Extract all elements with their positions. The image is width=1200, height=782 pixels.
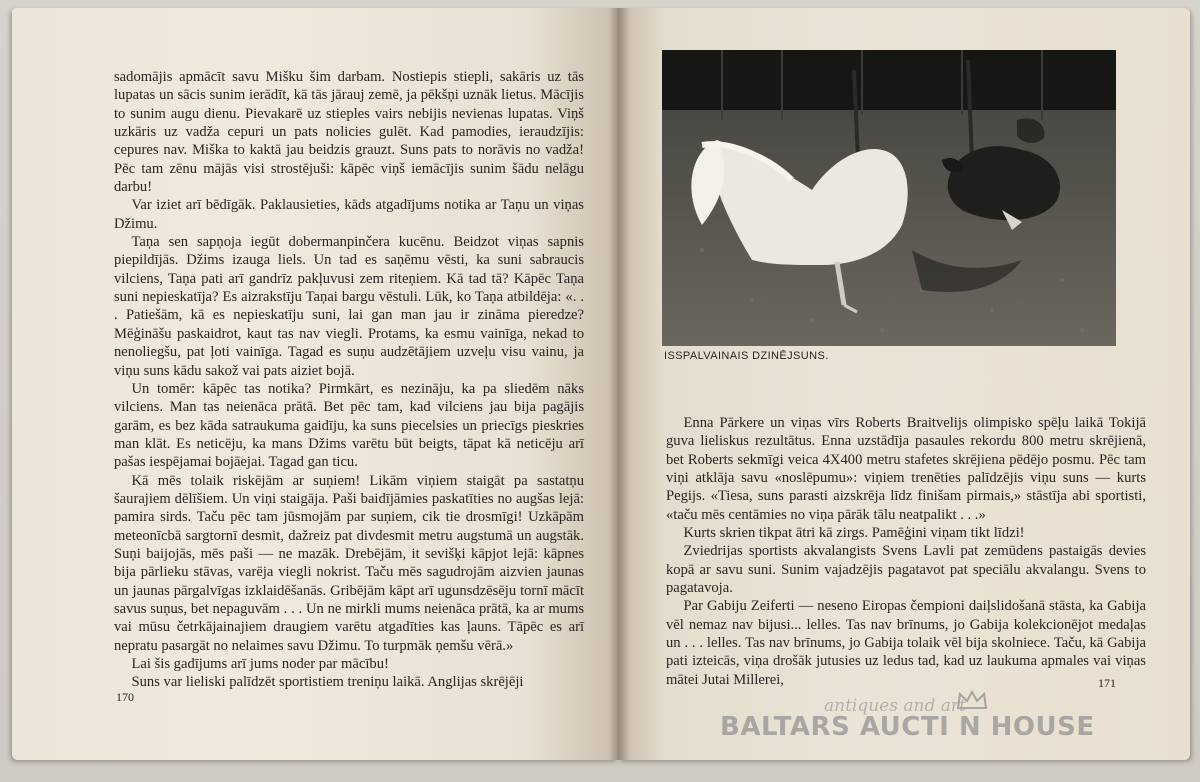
left-page-text	[114, 68, 584, 692]
paragraph: Enna Pārkere un viņas vīrs Roberts Braitvelijs olimpisko spēļu laikā Tokijā guva lieliskus rezultātus. Enna uzstādīja pasaules rekordu 800 metru skrējienā, bet Roberts sekmīgi veica 4X400 metru stafetes skrējiena pēdējo posmu. Pēc tam viņi atklāja savu «noslēpumu»: viņiem trenēties palīdzējis viņu suns — kurts Pegijs. «Tiesa, suns parasti aizskrēja līdz finišam pirmais,» stāstīja abi sportisti, «taču mēs centāmies no viņa pārāk tālu neatpalikt . . .»	[666, 415, 1146, 523]
right-page-text	[666, 414, 1146, 689]
page-number-right: 171	[1098, 676, 1116, 690]
left-page	[12, 8, 618, 760]
paragraph: Lai šis gadījums arī jums noder par mācību!	[131, 656, 389, 672]
paragraph: Taņa sen sapņoja iegūt dobermanpinčera kucēnu. Beidzot viņas sapnis piepildījās. Džims izauga liels. Un tad es saņēmu vēsti, ka suni sabraucis vilciens, Taņa pati arī gandrīz pakļuvusi zem riteņiem. Kā tad tā? Kāpēc Taņa suni nepieskatīja? Es aizrakstīju Taņai bargu vēstuli. Lūk, ko Taņa atbildēja: «. . . Patiešām, kā es nepieskatīju suni, lai gan man jau ir zināma pieredze? Mēģināšu paskaidrot, kaut tas nav viegli. Protams, ka esmu vainīga, nekad to nenoliegšu, pat ļoti vainīga. Tagad es suņu audzētājiem uzveļu visu vainu, ja viņu suns kādu sakož vai pats aiziet bojā.	[114, 234, 584, 379]
paragraph: sadomājis apmācīt savu Mišku šim darbam. Nostiepis stiepli, sakāris uz tās lupatas un sācis sunim ierādīt, kā tās jārauj zemē, ja pēkšņi uznāk lietus. Mācījis to sunim augu dienu. Pievakarē uz stieples vairs nebijis nevienas lupatas. Viņš uzkāris uz vadža cepuri un pats nolicies gulēt. Kad pamodies, ieraudzījis: cepures nav. Miška to kaktā jau beidzis grauzt. Suns pats to norāvis no vadža! Pēc tam zēnu mājās visi strostējuši: kāpēc viņš iemācījis sunim šādu nelāgu darbu!	[114, 69, 584, 196]
watermark-tagline: antiques and art	[824, 696, 966, 716]
watermark-brand: BALTARS AUCTI N HOUSE	[720, 712, 1095, 742]
book-gutter	[608, 8, 630, 760]
paragraph: Un tomēr: kāpēc tas notika? Pirmkārt, es nezināju, ka pa sliedēm nāks vilciens. Man tas neienāca prātā. Bet pēc tam, kad vilciens jau bija pagājis garām, es bez kāda satraukuma gaidīju, ka suns piecelsies un priecīgs pieskries man klāt. Es neticēju, ka mans Džims varētu būt beigts, tāpat kā neticēju arī pašas iespējamai bojāejai. Tagad gan ticu.	[114, 380, 584, 471]
page-number-left: 170	[116, 690, 134, 704]
auction-watermark	[718, 694, 1118, 754]
paragraph: Zviedrijas sportists akvalangists Svens Lavli pat zemūdens pastaigās devies kopā ar savu suni. Sunim vajadzējis pagatavot pat speciālu akvalangu. Svens to pagatavoja.	[666, 543, 1146, 597]
rooster-photo-illustration	[662, 50, 1116, 346]
rooster-photo	[662, 50, 1116, 346]
paragraph: Kā mēs tolaik riskējām ar suņiem! Likām viņiem staigāt pa sastatņu šaurajiem dēlīšiem. Un viņi staigāja. Paši baidījāmies paskatīties no augšas lejā: pamira sirds. Taču pēc tam jūsmojām par suņiem, cik tie drosmīgi! Uzkāpām meteonīcbā sargtornī desmit, dažreiz pat divdesmit metru augstumā un augstāk. Suņi baijojās, mēs paši — ne mazāk. Drebējām, it sevišķi kāpjot lejā: kāpnes bija pārlieku stāvas, varēja viegli nokrist. Taču mēs sagudrojām aizvien jaunas un jaunas pārgalvīgas izklaidēšanās. Gribējām kāpt arī ugunsdzēsēju tornī mācīt savus suņus, bet nepaguvām . . . Un ne mirkli mums neienāca prātā, ka ar mums vai mūsu četrkājainajiem draugiem varētu atgadīties kas ļauns. Tāpēc es arī nepratu pasargāt no nelaimes savu Džimu. To turpmāk ņemšu vērā.»	[114, 472, 584, 654]
right-page	[618, 8, 1190, 760]
paragraph: Par Gabiju Zeiferti — neseno Eiropas čempioni daiļslidošanā stāsta, ka Gabija vēl nemaz nav bijusi... lelles. Tas nav brīnums, jo Gabija kolekcionējot medaļas un . . . lelles. Tas nav brīnums, jo Gabija tolaik vēl bija skolniece. Taču, kā Gabija pati izteicās, viņa drošāk jutusies uz ledus tad, kad uz laukuma apmales vai viņas mātei Jutai Millerei,	[666, 598, 1146, 688]
paragraph: Kurts skrien tikpat ātri kā zirgs. Pamēģini viņam tikt līdzi!	[683, 525, 1025, 542]
paragraph: Var iziet arī bēdīgāk. Paklausieties, kāds atgadījums notika ar Taņu un viņas Džimu.	[114, 197, 584, 232]
photo-caption: ISSPALVAINAIS DZINĒJSUNS.	[664, 350, 829, 362]
paragraph: Suns var lieliski palīdzēt sportistiem treniņu laikā. Anglijas skrējēji	[131, 674, 524, 691]
